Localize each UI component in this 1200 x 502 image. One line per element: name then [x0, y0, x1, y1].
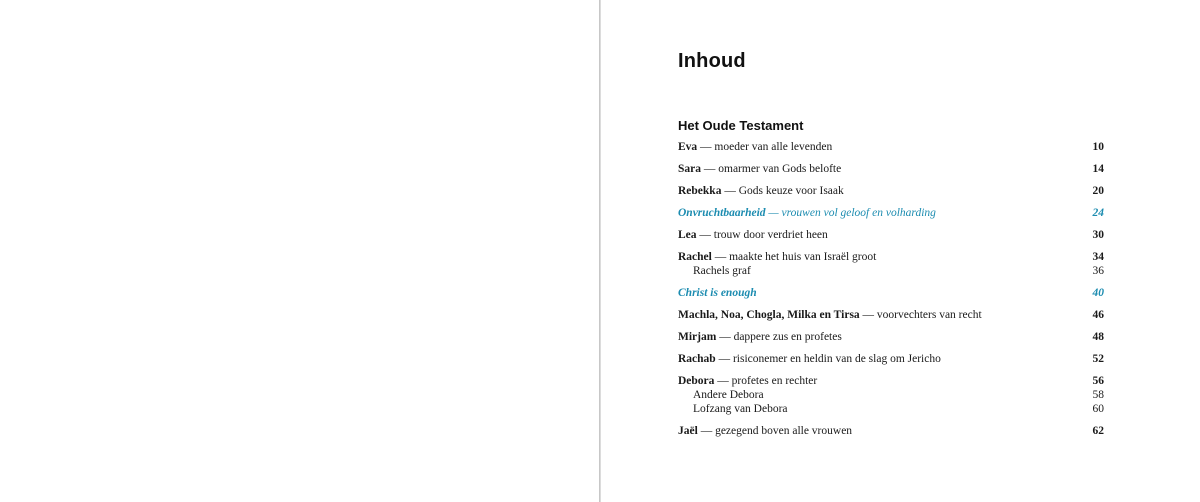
- entry-page-number: 34: [1092, 251, 1104, 263]
- toc-line: [678, 250, 1104, 264]
- subentry-page-number: 58: [1092, 389, 1104, 401]
- toc-line: [678, 162, 1104, 176]
- section-heading: Het Oude Testament: [678, 118, 804, 133]
- entry-description: dappere zus en profetes: [733, 331, 842, 343]
- entry-dash: —: [859, 309, 877, 321]
- toc-line: [678, 286, 1104, 300]
- right-page: [601, 0, 1200, 502]
- entry-page-number: 30: [1092, 229, 1104, 241]
- entry-name: Machla, Noa, Chogla, Milka en Tirsa: [678, 309, 860, 321]
- entry-dash: —: [701, 163, 719, 175]
- entry-description: gezegend boven alle vrouwen: [715, 425, 853, 437]
- toc-entry: [678, 424, 1104, 438]
- entry-description: trouw door verdriet heen: [713, 229, 828, 241]
- toc-line: [678, 308, 1104, 322]
- toc-entry: [678, 330, 1104, 344]
- entry-dash: —: [714, 375, 732, 387]
- toc-line: [678, 228, 1104, 242]
- entry-name: Eva: [678, 141, 698, 153]
- toc-entry-highlighted: [678, 206, 1104, 220]
- entry-dash: —: [697, 425, 716, 437]
- entry-description: profetes en rechter: [731, 375, 818, 387]
- entry-description: vrouwen vol geloof en volharding: [781, 207, 936, 219]
- entry-page-number: 48: [1092, 331, 1104, 343]
- entry-description: Gods keuze voor Isaak: [738, 185, 844, 197]
- entry-dash: —: [716, 331, 734, 343]
- entry-name: Rachel: [678, 251, 712, 263]
- entry-description: maakte het huis van Israël groot: [729, 251, 877, 263]
- toc-line: [678, 424, 1104, 438]
- entry-name: Debora: [678, 375, 715, 387]
- entry-description: omarmer van Gods belofte: [718, 163, 842, 175]
- entry-page-number: 10: [1092, 141, 1104, 153]
- entry-page-number: 24: [1092, 207, 1104, 219]
- left-page: [0, 0, 599, 502]
- entry-description: moeder van alle levenden: [714, 141, 833, 153]
- subentry-title: Rachels graf: [693, 265, 751, 277]
- entry-name: Sara: [678, 163, 701, 175]
- toc-line: [678, 352, 1104, 366]
- entry-page-number: 14: [1092, 163, 1104, 175]
- toc-line: [678, 330, 1104, 344]
- entry-dash: —: [696, 229, 714, 241]
- entry-name: Rachab: [678, 353, 716, 365]
- toc-subentry: [678, 264, 1104, 278]
- toc-subentry: [678, 388, 1104, 402]
- entry-name: Jaël: [678, 425, 698, 437]
- toc-line: [678, 374, 1104, 388]
- toc-subentry: [678, 402, 1104, 416]
- entry-dash: —: [721, 185, 739, 197]
- entry-name: Onvruchtbaarheid: [678, 207, 766, 219]
- table-of-contents: [678, 140, 1104, 446]
- subentry-page-number: 36: [1092, 265, 1104, 277]
- entry-description: voorvechters van recht: [876, 309, 982, 321]
- entry-dash: —: [697, 141, 715, 153]
- entry-dash: —: [711, 251, 730, 263]
- page-title: Inhoud: [678, 50, 746, 72]
- toc-line: [678, 184, 1104, 198]
- toc-entry: [678, 228, 1104, 242]
- entry-name: Rebekka: [678, 185, 722, 197]
- entry-page-number: 62: [1092, 425, 1104, 437]
- entry-page-number: 20: [1092, 185, 1104, 197]
- subentry-title: Andere Debora: [693, 389, 764, 401]
- toc-entry: [678, 308, 1104, 322]
- toc-line: [678, 206, 1104, 220]
- entry-name: Christ is enough: [678, 287, 757, 299]
- entry-name: Mirjam: [678, 331, 717, 343]
- toc-entry: [678, 184, 1104, 198]
- toc-entry: [678, 352, 1104, 366]
- entry-dash: —: [765, 207, 782, 219]
- entry-dash: —: [715, 353, 733, 365]
- subentry-title: Lofzang van Debora: [693, 403, 788, 415]
- entry-description: risiconemer en heldin van de slag om Jericho: [732, 353, 941, 365]
- toc-entry: [678, 374, 1104, 416]
- entry-name: Lea: [678, 229, 697, 241]
- toc-entry: [678, 140, 1104, 154]
- toc-entry-highlighted: [678, 286, 1104, 300]
- toc-line: [678, 140, 1104, 154]
- entry-page-number: 40: [1092, 287, 1104, 299]
- toc-entry: [678, 162, 1104, 176]
- entry-page-number: 46: [1092, 309, 1104, 321]
- entry-page-number: 52: [1092, 353, 1104, 365]
- toc-entry: [678, 250, 1104, 278]
- entry-page-number: 56: [1092, 375, 1104, 387]
- subentry-page-number: 60: [1092, 403, 1104, 415]
